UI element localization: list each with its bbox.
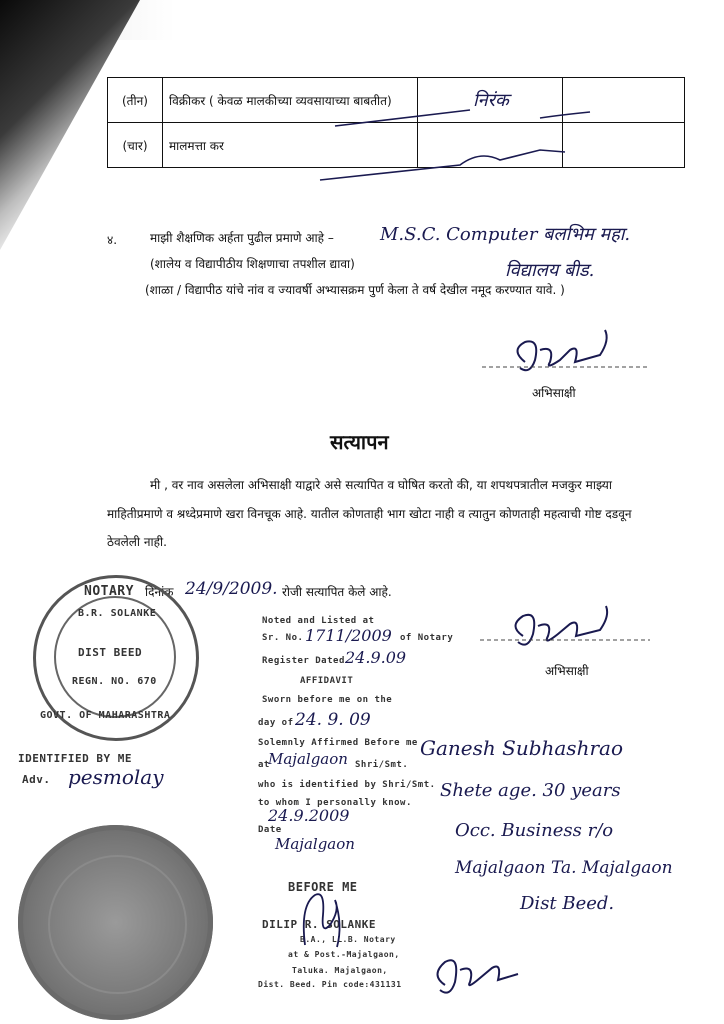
education-handwritten-1: M.S.C. Computer बलभिम महा. xyxy=(380,224,631,245)
register-srno-suffix: of Notary xyxy=(400,633,454,643)
notary-qualification: B.A., LL.B. Notary xyxy=(300,935,396,944)
deponent-details-5: Dist Beed. xyxy=(520,893,615,914)
register-dated-value: 24.9.09 xyxy=(345,648,407,667)
verification-line-1: मी , वर नाव असलेला अभिसाक्षी याद्वारे असे सत्यापित व घोषित करतो की, या शपथपत्रातील मजकुर माझ्या xyxy=(150,478,612,492)
deponent-signature-2 xyxy=(478,598,653,658)
register-srno-value: 1711/2009 xyxy=(305,626,392,645)
row-number: (तीन) xyxy=(108,78,163,123)
register-line-1: Noted and Listed at xyxy=(262,616,375,626)
deponent-details-3: Occ. Business r/o xyxy=(455,820,614,841)
register-affidavit: AFFIDAVIT xyxy=(300,676,354,686)
verification-line-3: ठेवलेली नाही. xyxy=(107,535,167,549)
register-at-label: at xyxy=(258,760,270,770)
row-label: विक्रीकर ( केवळ मालकीच्या व्यवसायाच्या बाबतीत) xyxy=(163,78,418,123)
education-line-2: (शालेय व विद्यापीठीय शिक्षणाचा तपशील द्यावा) xyxy=(150,257,355,271)
notary-name: DILIP R. SOLANKE xyxy=(262,918,376,931)
verification-date-suffix: रोजी सत्यापित केले आहे. xyxy=(282,585,392,599)
row-number: (चार) xyxy=(108,123,163,168)
register-sworn: Sworn before me on the xyxy=(262,695,393,705)
register-dated-label: Register Dated xyxy=(262,656,345,666)
register-place-value: Majalgaon xyxy=(275,835,355,853)
deponent-details-2: Shete age. 30 years xyxy=(440,780,621,801)
seal-name-text: B.R. SOLANKE xyxy=(78,608,157,619)
notary-address-2: Taluka. Majalgaon, xyxy=(292,966,388,975)
identified-prefix: Adv. xyxy=(22,773,51,786)
deponent-details-1: Ganesh Subhashrao xyxy=(420,736,623,760)
deponent-signature-1 xyxy=(480,320,650,380)
register-date-label: Date xyxy=(258,825,282,835)
deponent-label-2: अभिसाक्षी xyxy=(545,664,589,678)
embossed-seal-ring xyxy=(48,855,187,994)
verification-title: सत्यापन xyxy=(330,430,389,454)
notary-address-1: at & Post.-Majalgaon, xyxy=(288,950,400,959)
register-date2-value: 24.9.2009 xyxy=(268,806,350,825)
row-label: मालमत्ता कर xyxy=(163,123,418,168)
nil-stroke xyxy=(335,110,590,126)
notary-seal xyxy=(33,575,199,741)
education-handwritten-2: विद्यालय बीड. xyxy=(505,260,595,281)
signature-stroke xyxy=(438,960,519,992)
row-value-text: निरंक xyxy=(473,90,509,111)
table-handwritten-strokes xyxy=(0,0,724,200)
seal-bottom-text: GOVT. OF MAHARASHTRA xyxy=(40,710,171,721)
register-day-value: 24. 9. 09 xyxy=(295,710,371,730)
register-srno-label: Sr. No. xyxy=(262,633,304,643)
register-day-label: day of xyxy=(258,718,294,728)
register-at-value: Majalgaon xyxy=(268,750,348,768)
register-smt: Shri/Smt. xyxy=(355,760,409,770)
register-affirmed: Solemnly Affirmed Before me xyxy=(258,738,418,748)
seal-regn-text: REGN. NO. 670 xyxy=(72,676,157,687)
deponent-label-1: अभिसाक्षी xyxy=(532,386,576,400)
seal-top-text: NOTARY xyxy=(84,584,134,599)
verification-date-prefix: दिनांक xyxy=(145,585,174,599)
identified-label: IDENTIFIED BY ME xyxy=(18,752,132,765)
deponent-details-4: Majalgaon Ta. Majalgaon xyxy=(455,858,673,878)
education-line-1: माझी शैक्षणिक अर्हता पुढील प्रमाणे आहे – xyxy=(150,231,334,245)
signature-stroke xyxy=(516,606,608,645)
education-line-3: (शाळा / विद्यापीठ यांचे नांव व ज्यावर्षी अभ्यासक्रम पुर्ण केला ते वर्ष देखील नमूद करण्यात यावे. ) xyxy=(145,283,565,297)
deponent-signature-3 xyxy=(420,940,540,1000)
notary-address-3: Dist. Beed. Pin code:431131 xyxy=(258,980,402,989)
notary-signature-stroke xyxy=(304,894,340,947)
signature-stroke xyxy=(518,330,607,370)
education-number: ४. xyxy=(107,233,118,247)
verification-date-value: 24/9/2009. xyxy=(185,579,278,599)
verification-line-2: माहितीप्रमाणे व श्रध्देप्रमाणे खरा विनचूक आहे. यातील कोणताही भाग खोटा नाही व त्यातुन कोणताही महत्वाची गोष्ट दडवून xyxy=(107,507,632,521)
seal-middle-text: DIST BEED xyxy=(78,646,143,659)
embossed-seal xyxy=(18,825,213,1020)
register-before: BEFORE ME xyxy=(288,880,358,894)
dash-stroke xyxy=(320,150,565,180)
identified-value: pesmolay xyxy=(68,765,164,789)
register-known: to whom I personally know. xyxy=(258,798,412,808)
register-identified: who is identified by Shri/Smt. xyxy=(258,780,436,790)
notary-signature xyxy=(295,885,355,955)
